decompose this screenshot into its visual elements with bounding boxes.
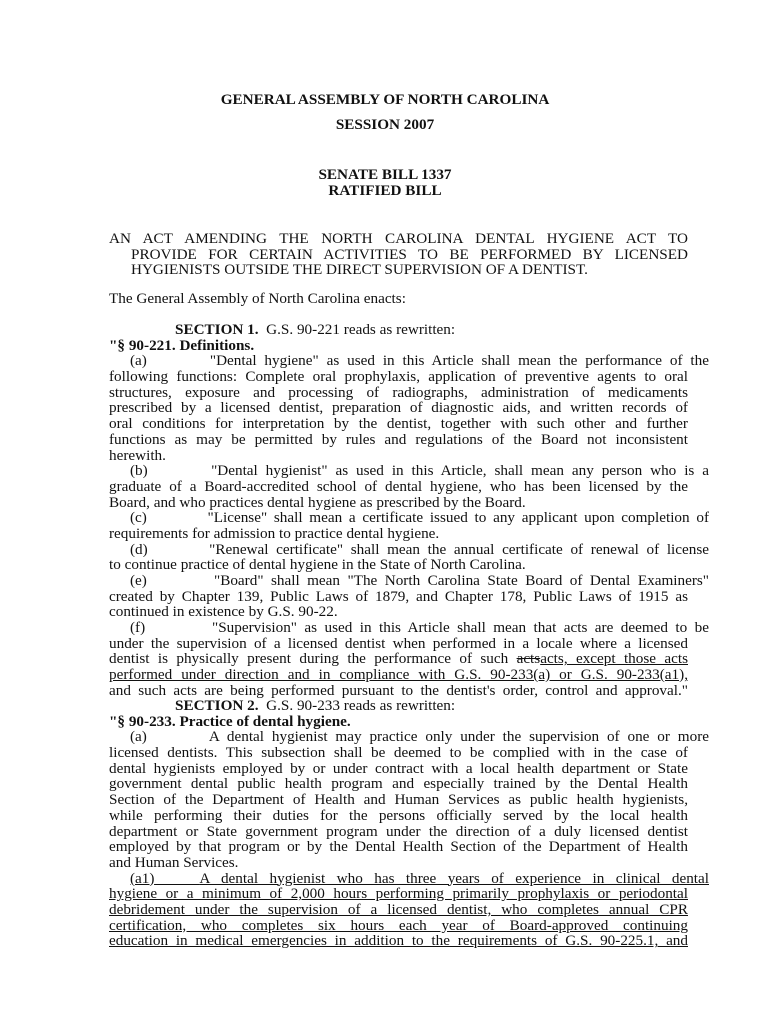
para-a-line: functions as may be permitted by rules and regulations of the Board not inconsistent — [109, 431, 688, 448]
para-label: (b) — [130, 463, 148, 479]
act-title-line: HYGIENISTS OUTSIDE THE DIRECT SUPERVISION OF A DENTIST. — [131, 261, 588, 279]
inserted-text: performed under direction and in compliance with G.S. 90-233(a) or G.S. 90-233(a1), — [109, 667, 688, 683]
para-text: A dental hygienist who has three years of experience in clinical dental — [199, 870, 709, 887]
para-text: "Dental hygiene" as used in this Article shall mean the performance of the — [209, 353, 709, 370]
para-label: (c) — [130, 510, 147, 526]
para-text: "Dental hygienist" as used in this Article, shall mean any person who is a — [211, 463, 709, 479]
para-label: (f) — [130, 620, 146, 636]
para-a-last: and Human Services. — [109, 853, 239, 871]
para-a-line: Section of the Department of Health and Human Services as public health hygienists, — [109, 792, 688, 808]
para-b-line: graduate of a Board-accredited school of dental hygiene, who has been licensed by the — [109, 478, 688, 495]
para-label: (a) — [130, 353, 147, 370]
act-title-line: PROVIDE FOR CERTAIN ACTIVITIES TO BE PERFORMED BY LICENSED — [131, 246, 688, 263]
session-heading: SESSION 2007 — [335, 116, 435, 133]
para-d-last: to continue practice of dental hygiene in the State of North Carolina. — [109, 556, 526, 574]
assembly-heading: GENERAL ASSEMBLY OF NORTH CAROLINA — [220, 91, 550, 108]
para-a-line: following functions: Complete oral prophylaxis, application of preventive agents to oral — [109, 369, 688, 385]
section-1-heading-text: "§ 90-221. Definitions. — [109, 336, 255, 354]
para-a-line: oral conditions for interpretation by the dentist, together with such other and further — [109, 416, 688, 432]
para-f-first — [109, 620, 709, 636]
para-text: "Supervision" as used in this Article shall mean that acts are deemed to be — [212, 620, 709, 636]
para-c-last: requirements for admission to practice dental hygiene. — [109, 524, 440, 542]
inserted-text — [130, 871, 709, 887]
section-1-intro-text: G.S. 90-221 reads as rewritten: — [266, 321, 456, 338]
para-a1-line — [109, 886, 688, 902]
para-text: A dental hygienist may practice only under the supervision of one or more — [208, 729, 709, 746]
para-a-line: structures, exposure and processing of radiographs, administration of medicaments — [109, 384, 688, 401]
para-a-line: licensed dentists. This subsection shall be deemed to be complied with in the case of — [109, 745, 688, 761]
section-2-intro — [109, 698, 688, 714]
para-b-first — [109, 463, 709, 479]
para-a-first — [109, 353, 709, 369]
para-text: dentist is physically present during the performance of such — [109, 651, 517, 668]
bill-number: SENATE BILL 1337 — [318, 166, 452, 183]
para-text: "Renewal certificate" shall mean the annual certificate of renewal of license — [209, 541, 709, 558]
enacting-clause — [109, 291, 688, 307]
para-a-line: dental hygienists employed by or under contract with a local health department or State — [109, 760, 688, 777]
para-label: (a1) — [130, 870, 155, 887]
section-2-intro-text: G.S. 90-233 reads as rewritten: — [266, 697, 456, 714]
section-1-label: SECTION 1. — [175, 321, 259, 338]
enacting-clause-text: The General Assembly of North Carolina enacts: — [109, 290, 406, 307]
para-c-first — [109, 510, 709, 526]
para-a-line: government dental public health program and especially trained by the Dental Health — [109, 776, 688, 793]
para-text: "Board" shall mean "The North Carolina State Board of Dental Examiners" — [214, 573, 709, 589]
para-text: "License" shall mean a certificate issued to any applicant upon completion of — [207, 510, 709, 526]
section-1-heading — [109, 338, 688, 354]
para-label: (e) — [130, 573, 147, 589]
inserted-text: hygiene or a minimum of 2,000 hours performing primarily prophylaxis or periodontal — [109, 886, 688, 902]
section-1-intro — [109, 322, 688, 338]
para-a1-line — [109, 902, 688, 918]
para-e-first — [109, 573, 709, 589]
para-label: (d) — [130, 541, 148, 558]
para-f-inserted-line — [109, 667, 688, 683]
para-a1-line — [109, 933, 688, 949]
inserted-text: acts, except those acts — [540, 651, 688, 668]
para-e-line: created by Chapter 139, Public Laws of 1879, and Chapter 178, Public Laws of 1915 as — [109, 588, 688, 605]
para-a1-line — [109, 918, 688, 934]
para-f-last: and such acts are being performed pursuant to the dentist's order, control and approval." — [109, 682, 688, 699]
para-a1-first — [109, 871, 709, 887]
inserted-text: certification, who completes six hours each year of Board-approved continuing — [109, 917, 688, 934]
section-2-label: SECTION 2. — [175, 697, 259, 714]
para-a-line: prescribed by a licensed dentist, preparation of diagnostic aids, and written records of — [109, 400, 688, 417]
para-f-amended-line — [109, 651, 688, 667]
bill-status: RATIFIED BILL — [328, 182, 442, 199]
para-a-first — [109, 729, 709, 745]
act-title-line: AN ACT AMENDING THE NORTH CAROLINA DENTAL HYGIENE ACT TO — [109, 231, 688, 247]
section-2-heading — [109, 714, 688, 730]
para-f-line: under the supervision of a licensed dentist when performed in a locale where a licensed — [109, 635, 688, 652]
para-d-first — [109, 542, 709, 558]
para-a-last: herewith. — [109, 446, 166, 464]
inserted-text: debridement under the supervision of a licensed dentist, who completes annual CPR — [109, 901, 688, 918]
section-2-heading-text: "§ 90-233. Practice of dental hygiene. — [109, 712, 351, 730]
para-label: (a) — [130, 729, 147, 746]
para-a-line: employed by that program or by the Dental Health Section of the Department of Health — [109, 839, 688, 855]
para-b-last: Board, and who practices dental hygiene as prescribed by the Board. — [109, 493, 526, 511]
para-e-last: continued in existence by G.S. 90-22. — [109, 603, 338, 621]
act-title — [109, 231, 688, 278]
para-a-line: department or State government program under the direction of a duly licensed dentist — [109, 823, 688, 840]
section-1 — [109, 321, 709, 699]
section-2 — [109, 697, 709, 949]
para-a-line: while performing their duties for the persons officially served by the local health — [109, 807, 688, 824]
deleted-text: acts — [516, 651, 541, 668]
inserted-text: education in medical emergencies in addition to the requirements of G.S. 90-225.1, and — [109, 933, 688, 949]
